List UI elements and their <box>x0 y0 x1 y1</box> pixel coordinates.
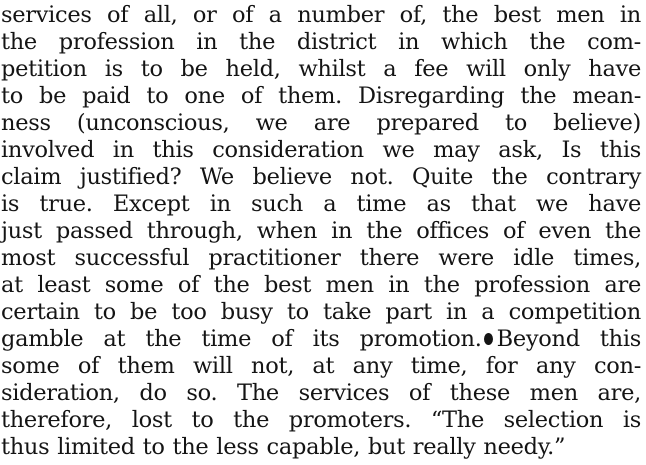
text-line: therefore, lost to the promoters. “The selection is <box>1 407 641 433</box>
text-line: petition is to be held, whilst a fee will only have <box>1 56 641 82</box>
text-line: is true. Except in such a time as that we have <box>1 191 641 217</box>
text-line: most successful practitioner there were idle times, <box>1 245 641 271</box>
text-line: claim justified? We believe not. Quite the contrary <box>1 164 641 190</box>
text-line-segment: Beyond this <box>496 326 641 352</box>
text-line-segment: gamble at the time of its promotion. <box>1 326 482 352</box>
text-line: to be paid to one of them. Disregarding the mean- <box>1 83 641 109</box>
text-line: thus limited to the less capable, but really needy.” <box>1 434 566 460</box>
text-line: the profession in the district in which the com- <box>1 29 641 55</box>
text-line: some of them will not, at any time, for any con- <box>1 353 641 379</box>
text-line: services of all, or of a number of, the best men in <box>1 2 641 28</box>
text-line: certain to be too busy to take part in a competition <box>1 299 641 325</box>
text-line: at least some of the best men in the profession are <box>1 272 641 298</box>
text-line <box>1 326 641 352</box>
text-line: ness (unconscious, we are prepared to believe) <box>1 110 641 136</box>
text-line: just passed through, when in the offices of even the <box>1 218 641 244</box>
text-line: involved in this consideration we may ask, Is this <box>1 137 641 163</box>
ink-blot-mark <box>484 333 493 345</box>
text-line: sideration, do so. The services of these men are, <box>1 380 641 406</box>
